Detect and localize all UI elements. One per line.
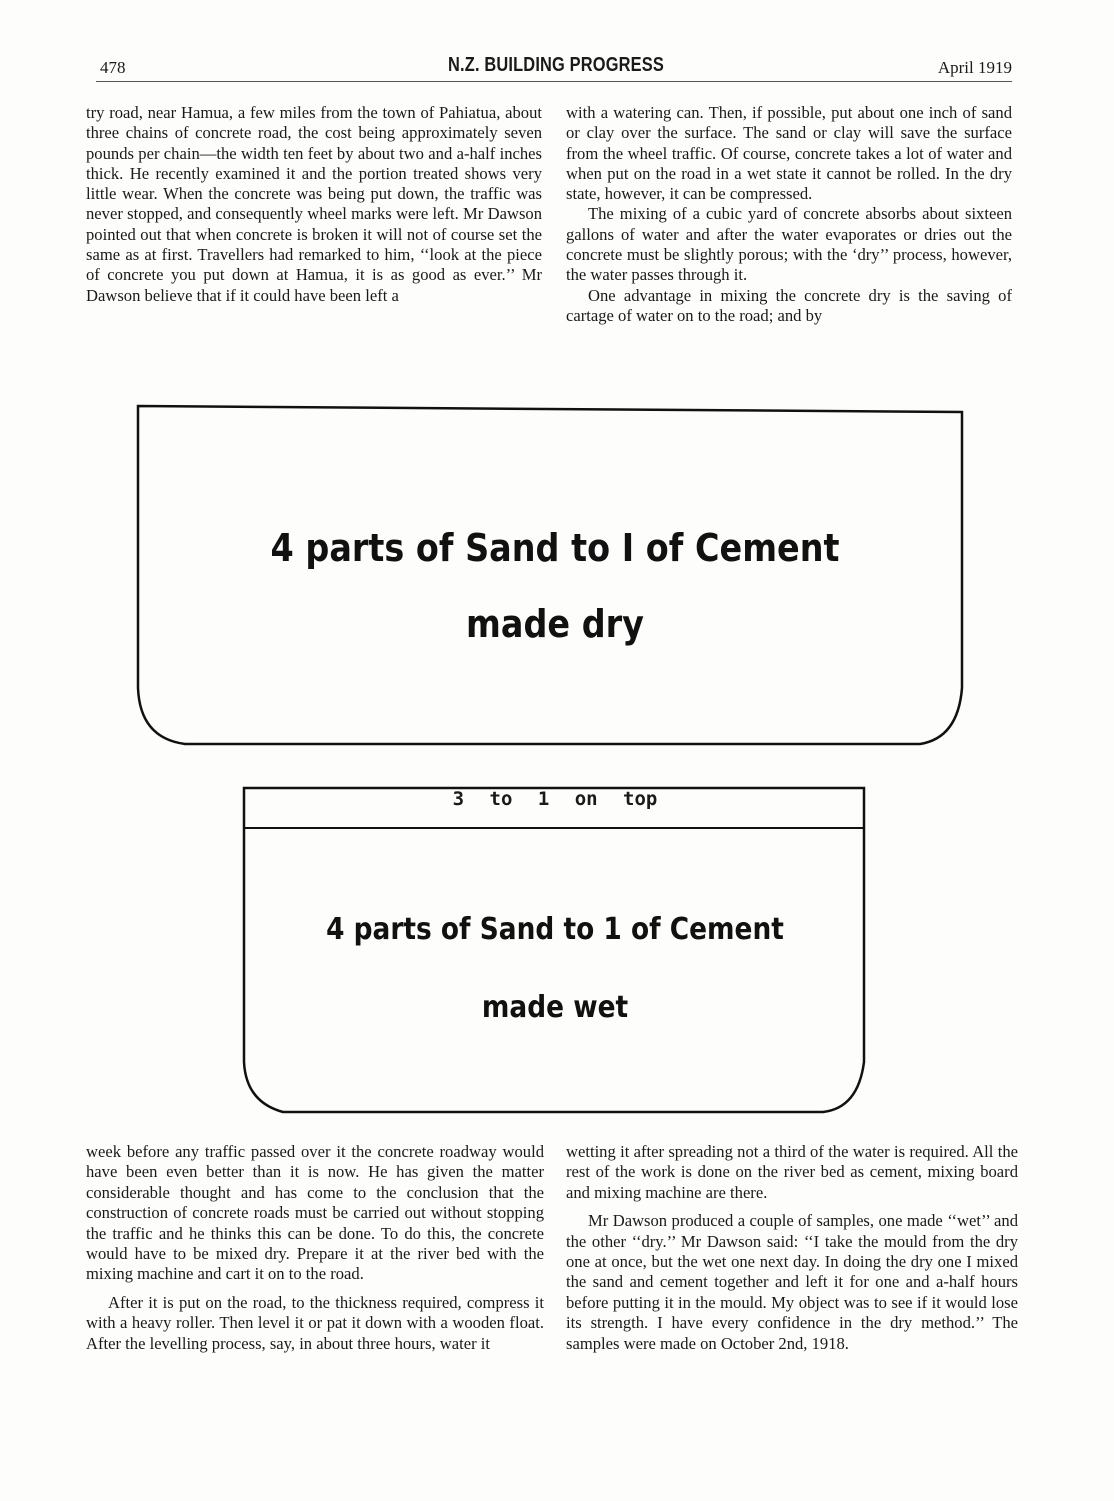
issue-date: April 1919	[937, 58, 1012, 77]
paragraph: try road, near Hamua, a few miles from the town of Pahiatua, about three chains of concrete road, the cost being approximately seven pounds per chain—the width ten feet by about two and a-half inches thick. He recently examined it and the portion treated shows very little wear. When the concrete was being put down, the traffic was never stopped, and consequently wheel marks were left. Mr Dawson pointed out that when concrete is broken it will not of course set the same as at first. Travellers had remarked to him, ‘‘look at the piece of concrete you put down at Hamua, it is as good as ever.’’ Mr Dawson believe that if it could have been left a	[86, 103, 542, 305]
dry-mix-label: made dry	[466, 602, 644, 646]
paragraph: After it is put on the road, to the thickness required, compress it with a heavy roller. Then level it or pat it down with a wooden float. After the levelling process, say, in about three hours, water it	[86, 1292, 544, 1353]
paragraph: One advantage in mixing the concrete dry is the saving of cartage of water on to the road; and by	[566, 285, 1012, 325]
wet-mix-ratio: 4 parts of Sand to 1 of Cement	[326, 912, 784, 947]
top-left-column	[86, 103, 542, 306]
wet-mix-label: made wet	[481, 990, 629, 1025]
top-right-column	[566, 103, 1012, 326]
dry-mix-ratio: 4 parts of Sand to I of Cement	[270, 526, 840, 570]
dry-mix-mould-diagram	[130, 398, 970, 753]
paragraph: Mr Dawson produced a couple of samples, one made ‘‘wet’’ and the other ‘‘dry.’’ Mr Dawson said: ‘‘I take the mould from the dry one at once, but the wet one next day. In doing the dry one I mixed the sand and cement together and left it for one and a-half hours before putting it in the mould. My object was to see if it would lose its strength. I have every confidence in the dry method.’’ The samples were made on October 2nd, 1918.	[566, 1211, 1018, 1353]
page-header	[100, 54, 1012, 84]
paragraph: with a watering can. Then, if possible, put about one inch of sand or clay over the surface. The sand or clay will save the surface from the wheel traffic. Of course, concrete takes a lot of water and when put on the road in a wet state it cannot be rolled. In the dry state, however, it can be compressed.	[566, 103, 1012, 204]
top-layer-label: 3 to 1 on top	[452, 788, 658, 810]
page-number: 478	[100, 58, 126, 77]
bottom-right-column	[566, 1142, 1018, 1354]
paragraph: The mixing of a cubic yard of concrete absorbs about sixteen gallons of water and after the water evaporates or dries out the concrete must be slightly porous; with the ‘dry’’ process, however, the water passes through it.	[566, 204, 1012, 285]
wet-mix-mould-diagram	[238, 782, 870, 1117]
paragraph: wetting it after spreading not a third of the water is required. All the rest of the work is done on the river bed as cement, mixing board and mixing machine are there.	[566, 1142, 1018, 1202]
paragraph: week before any traffic passed over it the concrete roadway would have been even better than it is now. He has given the matter considerable thought and has come to the conclusion that the construction of concrete roads must be carried out without stopping the traffic and he thinks this can be done. To do this, the concrete would have to be mixed dry. Prepare it at the river bed with the mixing machine and cart it on to the road.	[86, 1142, 544, 1284]
bottom-left-column	[86, 1142, 544, 1354]
header-rule	[96, 81, 1012, 82]
journal-title: N.Z. BUILDING PROGRESS	[448, 54, 664, 76]
